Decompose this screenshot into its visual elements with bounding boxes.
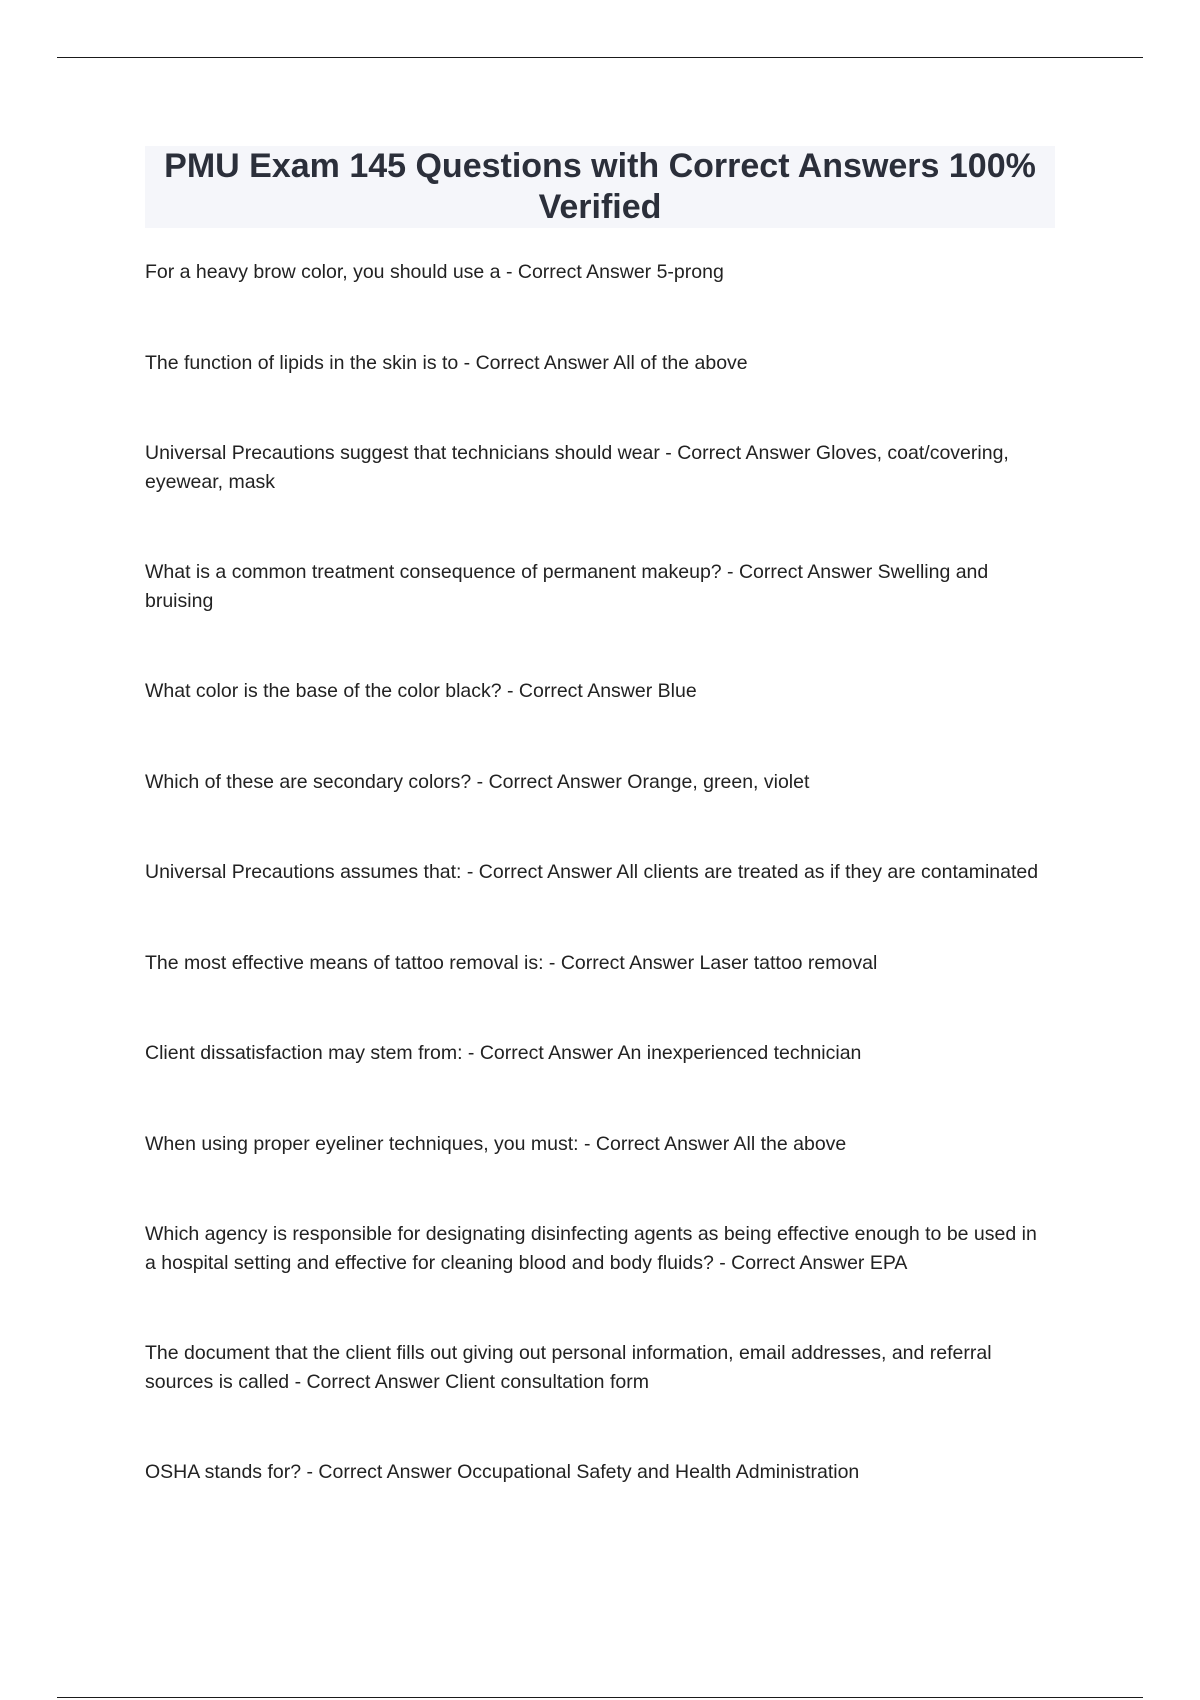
qa-item: The function of lipids in the skin is to - Correct Answer All of the above [145, 351, 748, 374]
qa-item: Universal Precautions assumes that: - Correct Answer All clients are treated as if they are contaminated [145, 861, 1039, 883]
qa-item: Universal Precautions suggest that technicians should wear - Correct Answer Gloves, coat/covering, eyewear, mask [145, 442, 1009, 493]
qa-item: When using proper eyeliner techniques, you must: - Correct Answer All the above [145, 1132, 847, 1155]
qa-item: What color is the base of the color black? - Correct Answer Blue [145, 680, 697, 702]
qa-item: OSHA stands for? - Correct Answer Occupational Safety and Health Administration [145, 1461, 860, 1483]
qa-item: The document that the client fills out giving out personal information, email addresses, and referral sources is called - Correct Answer Client consultation form [145, 1342, 992, 1393]
bottom-rule [57, 1697, 1143, 1698]
qa-item: For a heavy brow color, you should use a - Correct Answer 5-prong [145, 261, 724, 283]
qa-item: What is a common treatment consequence of permanent makeup? - Correct Answer Swelling and bruising [145, 561, 989, 612]
document-title: PMU Exam 145 Questions with Correct Answers 100% Verified [164, 147, 1036, 226]
title-banner [145, 146, 1055, 228]
qa-item: Which of these are secondary colors? - Correct Answer Orange, green, violet [145, 770, 810, 793]
qa-item: Which agency is responsible for designating disinfecting agents as being effective enough to be used in a hospital setting and effective for cleaning blood and body fluids? - Correct Answer EPA [145, 1223, 1037, 1274]
qa-list [145, 258, 1050, 1487]
qa-item: Client dissatisfaction may stem from: - Correct Answer An inexperienced technician [145, 1042, 862, 1064]
qa-item: The most effective means of tattoo removal is: - Correct Answer Laser tattoo removal [145, 951, 878, 974]
top-rule [57, 57, 1143, 58]
